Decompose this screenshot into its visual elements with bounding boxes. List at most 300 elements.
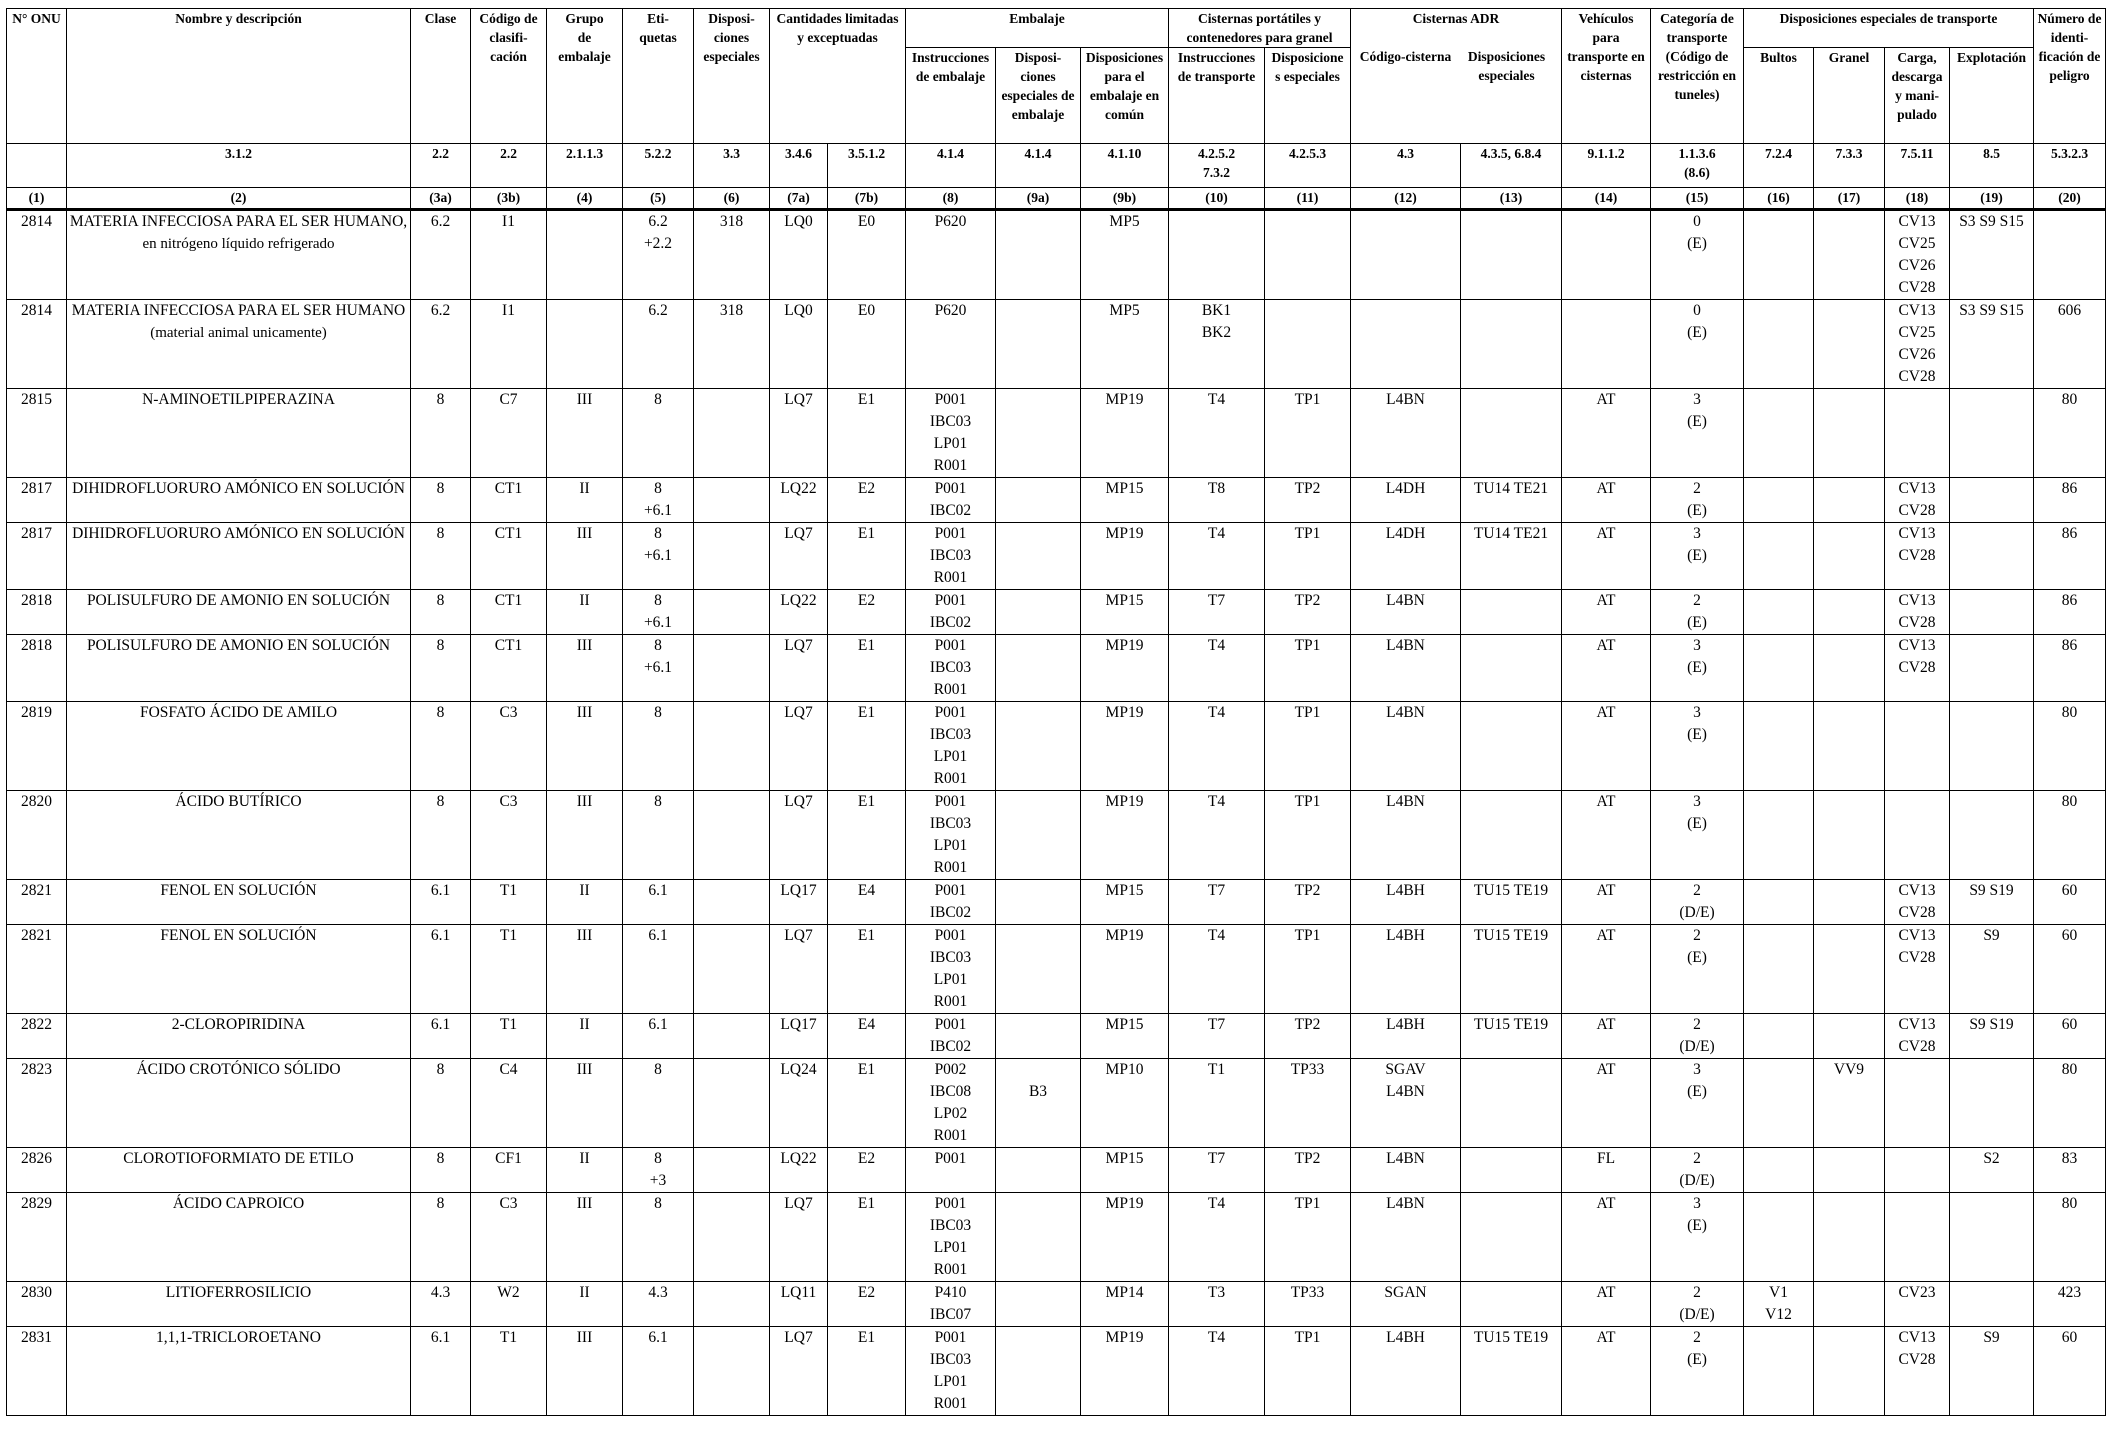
hazard-id-number-value: 86 — [2061, 525, 2078, 542]
mixed-packing-cell — [1081, 523, 1169, 590]
bulk-provisions-cell — [1814, 1282, 1885, 1327]
operation-provisions-cell — [1950, 702, 2034, 791]
substance-name-cell — [67, 880, 411, 925]
header-reference-cell: 4.2.5.3 — [1265, 144, 1351, 188]
portable-tank-special-provisions-value: TP33 — [1290, 1284, 1325, 1301]
packing-group-cell — [547, 523, 623, 590]
table-row — [7, 523, 2106, 590]
col-packing-instructions: Instrucciones de embalaje — [906, 48, 996, 144]
mixed-packing-cell — [1081, 1014, 1169, 1059]
table-row — [7, 791, 2106, 880]
limited-quantity-cell — [770, 1148, 828, 1193]
mixed-packing-cell — [1081, 300, 1169, 389]
transport-category-value: 2 (E) — [1687, 927, 1707, 966]
portable-tank-instructions-value: BK1 BK2 — [1201, 302, 1232, 341]
portable-tank-special-provisions-value: TP1 — [1294, 1329, 1321, 1346]
mixed-packing-value: MP10 — [1105, 1061, 1144, 1078]
packing-special-provisions-cell — [996, 880, 1081, 925]
substance-name-cell — [67, 1014, 411, 1059]
excepted-quantity-cell — [828, 590, 906, 635]
un-number-value: 2814 — [21, 213, 52, 230]
bulk-provisions-cell — [1814, 1148, 1885, 1193]
tank-code-cell — [1351, 590, 1461, 635]
tank-vehicle-cell — [1562, 1327, 1651, 1416]
limited-quantity-value: LQ7 — [784, 1329, 813, 1346]
tank-code-cell — [1351, 1014, 1461, 1059]
bulk-provisions-cell — [1814, 478, 1885, 523]
packages-provisions-cell — [1744, 1193, 1814, 1282]
packing-special-provisions-cell — [996, 523, 1081, 590]
mixed-packing-cell — [1081, 389, 1169, 478]
col-packing-group: Grupo de embalaje — [547, 9, 623, 144]
packing-special-provisions-cell — [996, 1014, 1081, 1059]
tank-code-cell — [1351, 702, 1461, 791]
un-number-value: 2826 — [21, 1150, 52, 1167]
portable-tank-special-provisions-cell — [1265, 791, 1351, 880]
packages-provisions-cell — [1744, 478, 1814, 523]
limited-quantity-cell — [770, 300, 828, 389]
un-number-cell — [7, 702, 67, 791]
mixed-packing-value: MP19 — [1105, 704, 1144, 721]
excepted-quantity-value: E1 — [857, 525, 876, 542]
tank-special-provisions-cell — [1461, 1059, 1562, 1148]
labels-value: 8 +6.1 — [643, 525, 673, 564]
mixed-packing-value: MP14 — [1105, 1284, 1144, 1301]
hazard-id-number-cell — [2034, 880, 2106, 925]
portable-tank-instructions-cell — [1169, 389, 1265, 478]
column-number-cell: (1) — [7, 188, 67, 210]
packing-special-provisions-cell — [996, 1193, 1081, 1282]
excepted-quantity-value: E2 — [857, 480, 876, 497]
classification-code-cell — [471, 702, 547, 791]
substance-name-text: 1,1,1-TRICLOROETANO — [156, 1329, 321, 1346]
packages-provisions-cell — [1744, 635, 1814, 702]
transport-category-value: 3 (E) — [1687, 525, 1707, 564]
packing-instructions-cell — [906, 702, 996, 791]
column-number-cell: (3b) — [471, 188, 547, 210]
loading-handling-provisions-value: CV13 CV28 — [1898, 882, 1936, 921]
tank-code-value: L4BH — [1386, 1329, 1425, 1346]
excepted-quantity-value: E2 — [857, 1150, 876, 1167]
class-cell — [411, 1059, 471, 1148]
portable-tank-instructions-cell — [1169, 1193, 1265, 1282]
substance-name-text: ÁCIDO CROTÓNICO SÓLIDO — [136, 1061, 341, 1078]
labels-cell — [623, 210, 694, 300]
special-provisions-cell — [694, 702, 770, 791]
operation-provisions-cell — [1950, 478, 2034, 523]
mixed-packing-cell — [1081, 210, 1169, 300]
header-reference-cell: 7.2.4 — [1744, 144, 1814, 188]
transport-category-value: 3 (E) — [1687, 1195, 1707, 1234]
hazard-id-number-value: 60 — [2061, 1329, 2078, 1346]
table-row — [7, 1282, 2106, 1327]
bulk-provisions-cell — [1814, 1193, 1885, 1282]
packing-instructions-value: P620 — [934, 302, 967, 319]
portable-tank-special-provisions-cell — [1265, 702, 1351, 791]
packing-group-cell — [547, 1059, 623, 1148]
hazard-id-number-value: 60 — [2061, 882, 2078, 899]
packing-group-cell — [547, 1327, 623, 1416]
excepted-quantity-value: E0 — [857, 213, 876, 230]
header-reference-cell: 4.1.10 — [1081, 144, 1169, 188]
tank-vehicle-value: AT — [1596, 927, 1616, 944]
portable-tank-special-provisions-value: TP1 — [1294, 927, 1321, 944]
loading-handling-provisions-cell — [1885, 1282, 1950, 1327]
table-row — [7, 1327, 2106, 1416]
table-row — [7, 590, 2106, 635]
col-packages: Bultos — [1744, 48, 1814, 144]
table-row — [7, 925, 2106, 1014]
substance-name-text: ÁCIDO BUTÍRICO — [175, 793, 302, 810]
tank-vehicle-value: AT — [1596, 1329, 1616, 1346]
loading-handling-provisions-value: CV13 CV25 CV26 CV28 — [1898, 213, 1936, 296]
labels-cell — [623, 478, 694, 523]
tank-code-value: L4BN — [1386, 592, 1425, 609]
limited-quantity-cell — [770, 1014, 828, 1059]
tank-vehicle-value: AT — [1596, 391, 1616, 408]
portable-tank-special-provisions-cell — [1265, 523, 1351, 590]
transport-category-cell — [1651, 523, 1744, 590]
packing-group-value: III — [576, 525, 593, 542]
portable-tank-instructions-cell — [1169, 635, 1265, 702]
excepted-quantity-value: E2 — [857, 1284, 876, 1301]
portable-tank-instructions-cell — [1169, 523, 1265, 590]
table-row — [7, 1193, 2106, 1282]
column-number-cell: (7b) — [828, 188, 906, 210]
class-value: 8 — [436, 1195, 445, 1212]
header-reference-cell: 3.1.2 — [67, 144, 411, 188]
loading-handling-provisions-value: CV13 CV28 — [1898, 525, 1936, 564]
packing-special-provisions-cell — [996, 1327, 1081, 1416]
tank-vehicle-value: FL — [1596, 1150, 1616, 1167]
tank-vehicle-cell — [1562, 478, 1651, 523]
transport-category-cell — [1651, 1148, 1744, 1193]
excepted-quantity-cell — [828, 1327, 906, 1416]
special-provisions-cell — [694, 1148, 770, 1193]
bulk-provisions-cell — [1814, 635, 1885, 702]
transport-category-cell — [1651, 210, 1744, 300]
substance-name-text: MATERIA INFECCIOSA PARA EL SER HUMANO — [71, 302, 406, 319]
tank-code-cell — [1351, 1282, 1461, 1327]
limited-quantity-value: LQ7 — [784, 637, 813, 654]
transport-category-value: 2 (E) — [1687, 1329, 1707, 1368]
column-number-cell: (3a) — [411, 188, 471, 210]
tank-special-provisions-cell — [1461, 389, 1562, 478]
header-column-numbers-row — [7, 188, 2106, 210]
packing-group-cell — [547, 300, 623, 389]
excepted-quantity-value: E2 — [857, 592, 876, 609]
excepted-quantity-cell — [828, 702, 906, 791]
tank-special-provisions-cell — [1461, 210, 1562, 300]
bulk-provisions-cell — [1814, 523, 1885, 590]
portable-tank-instructions-value: T4 — [1207, 1329, 1226, 1346]
portable-tank-special-provisions-value: TP33 — [1290, 1061, 1325, 1078]
packing-special-provisions-cell — [996, 1148, 1081, 1193]
hazard-id-number-value: 86 — [2061, 637, 2078, 654]
labels-cell — [623, 523, 694, 590]
operation-provisions-value: S9 S19 — [1969, 1016, 2014, 1033]
packing-group-value: II — [579, 592, 590, 609]
transport-category-value: 3 (E) — [1687, 391, 1707, 430]
portable-tank-special-provisions-value: TP1 — [1294, 391, 1321, 408]
class-cell — [411, 300, 471, 389]
mixed-packing-value: MP15 — [1105, 1150, 1144, 1167]
tank-vehicle-value: AT — [1596, 793, 1616, 810]
mixed-packing-value: MP5 — [1109, 302, 1140, 319]
tank-vehicle-value: AT — [1596, 1284, 1616, 1301]
mixed-packing-value: MP19 — [1105, 525, 1144, 542]
hazard-id-number-value: 606 — [2057, 302, 2082, 319]
packing-group-cell — [547, 1282, 623, 1327]
transport-category-value: 3 (E) — [1687, 793, 1707, 832]
portable-tank-instructions-cell — [1169, 1327, 1265, 1416]
substance-name-text: FENOL EN SOLUCIÓN — [160, 882, 317, 899]
labels-value: 8 +6.1 — [643, 480, 673, 519]
tank-code-value: SGAV L4BN — [1385, 1061, 1426, 1100]
portable-tank-instructions-value: T4 — [1207, 525, 1226, 542]
tank-code-cell — [1351, 925, 1461, 1014]
packing-instructions-cell — [906, 880, 996, 925]
classification-code-cell — [471, 1014, 547, 1059]
special-provisions-cell — [694, 590, 770, 635]
operation-provisions-cell — [1950, 1282, 2034, 1327]
packages-provisions-cell — [1744, 1014, 1814, 1059]
labels-cell — [623, 635, 694, 702]
un-number-value: 2818 — [21, 592, 52, 609]
operation-provisions-value: S9 — [1983, 927, 2000, 944]
packing-instructions-value: P001 IBC03 LP01 R001 — [929, 391, 972, 474]
portable-tank-special-provisions-cell — [1265, 1014, 1351, 1059]
class-cell — [411, 880, 471, 925]
excepted-quantity-value: E1 — [857, 1329, 876, 1346]
loading-handling-provisions-cell — [1885, 635, 1950, 702]
labels-cell — [623, 880, 694, 925]
packing-group-value: III — [576, 927, 593, 944]
packages-provisions-cell — [1744, 1148, 1814, 1193]
tank-special-provisions-value: TU15 TE19 — [1473, 882, 1549, 899]
labels-cell — [623, 791, 694, 880]
limited-quantity-value: LQ7 — [784, 525, 813, 542]
transport-category-cell — [1651, 389, 1744, 478]
tank-vehicle-cell — [1562, 1148, 1651, 1193]
packing-instructions-value: P001 IBC03 LP01 R001 — [929, 1329, 972, 1412]
packing-group-cell — [547, 590, 623, 635]
tank-vehicle-cell — [1562, 880, 1651, 925]
loading-handling-provisions-cell — [1885, 478, 1950, 523]
labels-value: 8 — [654, 793, 662, 810]
transport-category-cell — [1651, 478, 1744, 523]
hazard-id-number-value: 80 — [2061, 1195, 2078, 1212]
class-cell — [411, 389, 471, 478]
un-number-value: 2817 — [21, 525, 52, 542]
packing-special-provisions-cell — [996, 1282, 1081, 1327]
classification-code-value: CT1 — [494, 637, 523, 654]
tank-code-cell — [1351, 1059, 1461, 1148]
packing-instructions-cell — [906, 478, 996, 523]
header-reference-cell: 4.1.4 — [996, 144, 1081, 188]
class-cell — [411, 1148, 471, 1193]
column-number-cell: (18) — [1885, 188, 1950, 210]
packing-instructions-value: P620 — [934, 213, 967, 230]
packing-instructions-value: P001 IBC03 R001 — [929, 525, 972, 586]
tank-code-cell — [1351, 1193, 1461, 1282]
transport-category-cell — [1651, 791, 1744, 880]
tank-code-value: L4BN — [1386, 1195, 1425, 1212]
table-row — [7, 702, 2106, 791]
packing-group-cell — [547, 1193, 623, 1282]
packages-provisions-value: V1 V12 — [1765, 1284, 1792, 1323]
class-value: 6.1 — [430, 927, 451, 944]
header-reference-cell: 4.3 — [1351, 144, 1461, 188]
packing-special-provisions-cell — [996, 389, 1081, 478]
header-reference-cell: 7.3.3 — [1814, 144, 1885, 188]
packing-instructions-cell — [906, 1014, 996, 1059]
packing-group-value: III — [576, 637, 593, 654]
un-number-value: 2820 — [21, 793, 52, 810]
transport-category-cell — [1651, 1059, 1744, 1148]
limited-quantity-value: LQ7 — [784, 704, 813, 721]
special-provisions-cell — [694, 478, 770, 523]
special-provisions-value: 318 — [719, 213, 744, 230]
transport-category-cell — [1651, 300, 1744, 389]
classification-code-value: CT1 — [494, 592, 523, 609]
labels-value: 6.1 — [648, 1016, 668, 1033]
hazard-id-number-cell — [2034, 1193, 2106, 1282]
hazard-id-number-value: 80 — [2061, 391, 2078, 408]
excepted-quantity-value: E1 — [857, 637, 876, 654]
column-number-cell: (13) — [1461, 188, 1562, 210]
packing-instructions-cell — [906, 590, 996, 635]
column-number-cell: (19) — [1950, 188, 2034, 210]
packing-group-cell — [547, 635, 623, 702]
labels-cell — [623, 1059, 694, 1148]
limited-quantity-cell — [770, 1059, 828, 1148]
substance-name-cell — [67, 1059, 411, 1148]
dangerous-goods-list — [6, 8, 2106, 1416]
col-transport-category: Categoría de transporte (Código de restricción en tuneles) — [1651, 9, 1744, 144]
class-cell — [411, 635, 471, 702]
class-value: 6.1 — [430, 1329, 451, 1346]
class-cell — [411, 1327, 471, 1416]
labels-cell — [623, 389, 694, 478]
special-provisions-cell — [694, 1014, 770, 1059]
tank-vehicle-value: AT — [1596, 882, 1616, 899]
excepted-quantity-value: E4 — [857, 882, 876, 899]
transport-category-value: 3 (E) — [1687, 1061, 1707, 1100]
portable-tank-special-provisions-value: TP2 — [1294, 1016, 1321, 1033]
col-portable-tank-instructions: Instrucciones de transporte — [1169, 48, 1265, 144]
class-value: 6.1 — [430, 882, 451, 899]
packing-instructions-cell — [906, 791, 996, 880]
labels-value: 8 — [654, 391, 662, 408]
packing-instructions-cell — [906, 635, 996, 702]
excepted-quantity-value: E1 — [857, 927, 876, 944]
limited-quantity-value: LQ17 — [780, 882, 817, 899]
labels-cell — [623, 1282, 694, 1327]
tank-special-provisions-value: TU14 TE21 — [1473, 480, 1549, 497]
labels-value: 8 +6.1 — [643, 592, 673, 631]
table-row — [7, 210, 2106, 300]
classification-code-value: C4 — [499, 1061, 518, 1078]
special-provisions-cell — [694, 880, 770, 925]
excepted-quantity-value: E1 — [857, 793, 876, 810]
portable-tank-instructions-value: T3 — [1207, 1284, 1226, 1301]
classification-code-value: T1 — [499, 1329, 518, 1346]
portable-tank-special-provisions-cell — [1265, 1327, 1351, 1416]
transport-category-value: 2 (E) — [1687, 592, 1707, 631]
class-cell — [411, 478, 471, 523]
substance-name-cell — [67, 1193, 411, 1282]
hazard-id-number-value: 60 — [2061, 1016, 2078, 1033]
class-cell — [411, 925, 471, 1014]
excepted-quantity-cell — [828, 210, 906, 300]
substance-name-cell — [67, 1148, 411, 1193]
col-tank-special-provisions: Disposiciones especiales — [1467, 49, 1546, 83]
un-number-value: 2831 — [21, 1329, 52, 1346]
substance-name-cell — [67, 1282, 411, 1327]
table-row — [7, 478, 2106, 523]
tank-special-provisions-cell — [1461, 300, 1562, 389]
transport-category-value: 2 (E) — [1687, 480, 1707, 519]
limited-quantity-value: LQ24 — [780, 1061, 817, 1078]
loading-handling-provisions-value: CV13 CV28 — [1898, 592, 1936, 631]
class-value: 8 — [436, 592, 445, 609]
table-row — [7, 1059, 2106, 1148]
labels-cell — [623, 1193, 694, 1282]
mixed-packing-cell — [1081, 925, 1169, 1014]
packing-special-provisions-cell — [996, 1059, 1081, 1148]
transport-category-value: 2 (D/E) — [1679, 1150, 1715, 1189]
limited-quantity-value: LQ7 — [784, 927, 813, 944]
packing-group-cell — [547, 1014, 623, 1059]
column-number-cell: (5) — [623, 188, 694, 210]
excepted-quantity-value: E4 — [857, 1016, 876, 1033]
classification-code-value: I1 — [502, 302, 515, 319]
limited-quantity-value: LQ7 — [784, 1195, 813, 1212]
col-tank-vehicle: Vehículos para transporte en cisternas — [1562, 9, 1651, 144]
packing-group-cell — [547, 880, 623, 925]
portable-tank-instructions-cell — [1169, 791, 1265, 880]
header-reference-cell: 4.1.4 — [906, 144, 996, 188]
substance-name-text: POLISULFURO DE AMONIO EN SOLUCIÓN — [86, 637, 391, 654]
classification-code-value: T1 — [499, 1016, 518, 1033]
header-reference-cell: 4.2.5.2 7.3.2 — [1169, 144, 1265, 188]
col-tank-code: Código-cisterna — [1359, 49, 1452, 64]
limited-quantity-value: LQ0 — [784, 213, 813, 230]
un-number-cell — [7, 210, 67, 300]
labels-value: 8 — [654, 704, 662, 721]
tank-vehicle-value: AT — [1596, 480, 1616, 497]
limited-quantity-cell — [770, 523, 828, 590]
hazard-id-number-cell — [2034, 1014, 2106, 1059]
portable-tank-special-provisions-value: TP1 — [1294, 1195, 1321, 1212]
col-class: Clase — [411, 9, 471, 144]
classification-code-value: C3 — [499, 704, 518, 721]
transport-category-value: 3 (E) — [1687, 704, 1707, 743]
portable-tank-special-provisions-cell — [1265, 1282, 1351, 1327]
col-hazard-id-number: Número de identi- ficación de peligro — [2034, 9, 2106, 144]
mixed-packing-value: MP19 — [1105, 391, 1144, 408]
transport-category-cell — [1651, 702, 1744, 791]
classification-code-cell — [471, 300, 547, 389]
classification-code-value: T1 — [499, 927, 518, 944]
operation-provisions-value: S3 S9 S15 — [1959, 213, 2024, 230]
loading-handling-provisions-value: CV23 — [1898, 1284, 1936, 1301]
class-value: 8 — [436, 525, 445, 542]
tank-code-value: L4DH — [1385, 480, 1426, 497]
tank-vehicle-cell — [1562, 590, 1651, 635]
bulk-provisions-value: VV9 — [1833, 1061, 1865, 1078]
